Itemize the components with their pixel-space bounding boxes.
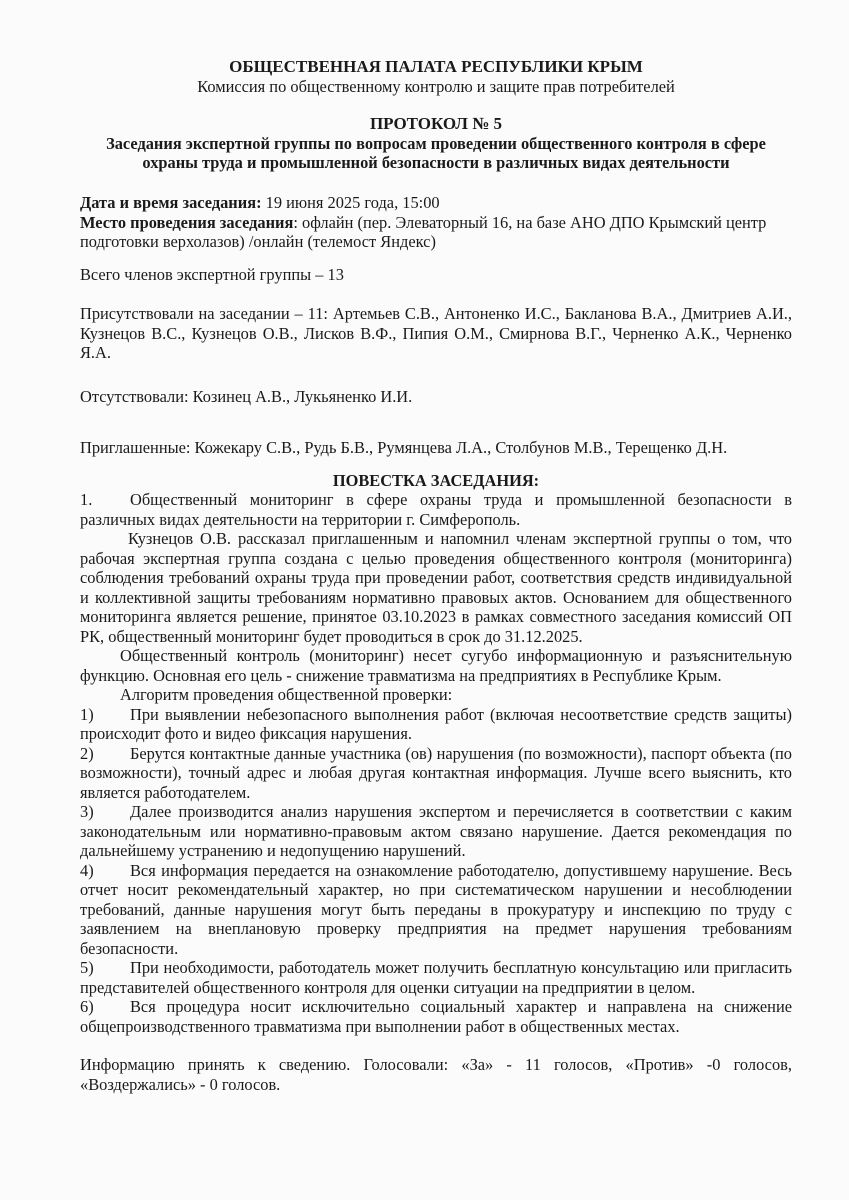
agenda-paragraph: Кузнецов О.В. рассказал приглашенным и напомнил членам экспертной группы о том, что рабочая экспертная группа создана с целью проведения общественного контроля (мониторинга) соблюдения требований охраны труда при проведении работ, соответствия средств индивидуальной и коллективной защиты требованиям нормативно правовых актов. Основанием для общественного мониторинга является решение, принятое 03.10.2023 в рамках совместного заседания комиссий ОП РК, общественный мониторинг будет проводиться в срок до 31.12.2025.: [80, 529, 792, 646]
total-members: Всего членов экспертной группы – 13: [80, 265, 344, 284]
protocol-heading: [80, 114, 792, 173]
algorithm-step: [80, 861, 792, 959]
algorithm-heading: Алгоритм проведения общественной проверки:: [120, 685, 453, 704]
step-number: 6): [80, 997, 94, 1016]
meeting-place: Место проведения заседания: офлайн (пер. Элеваторный 16, на базе АНО ДПО Крымский центр подготовки верхолазов) /онлайн (телемост Яндекс): [80, 212, 767, 251]
step-number: 1): [80, 704, 94, 724]
meeting-info: [80, 193, 792, 252]
step-number: 2): [80, 743, 94, 763]
step-number: 5): [80, 958, 94, 977]
step-text: Вся процедура носит исключительно социальный характер и направлена на снижение общепроизводственного травматизма при выполнении работ в общественных местах.: [80, 997, 792, 1036]
step-text: Берутся контактные данные участника (ов) нарушения (по возможности), паспорт объекта (по возможности), точный адрес и любая другая контактная информация. Лучше всего выяснить, кто является работодателем.: [80, 743, 792, 802]
commission-title: Комиссия по общественному контролю и защите прав потребителей: [197, 76, 675, 96]
absent-members: Отсутствовали: Козинец А.В., Лукьяненко И.И.: [80, 387, 413, 406]
agenda-body: [80, 490, 792, 1094]
agenda-item: 1. Общественный мониторинг в сфере охраны труда и промышленной безопасности в различных видах деятельности на территории г. Симферополь.: [80, 490, 792, 529]
algorithm-steps: [80, 705, 792, 1037]
present-members: Присутствовали на заседании – 11: Артемьев С.В., Антоненко И.С., Бакланова В.А., Дмитриев А.И., Кузнецов В.С., Кузнецов О.В., Лисков В.Ф., Пипия О.М., Смирнова В.Г., Черненко А.К., Черненко Я.А.: [80, 304, 792, 362]
algorithm-step: [80, 997, 792, 1036]
algorithm-step: [80, 802, 792, 861]
algorithm-step: [80, 958, 792, 997]
organization-title: ОБЩЕСТВЕННАЯ ПАЛАТА РЕСПУБЛИКИ КРЫМ: [229, 57, 643, 76]
agenda-paragraph: Общественный контроль (мониторинг) несет сугубо информационную и разъяснительную функцию. Основная его цель - снижение травматизма на предприятиях в Республике Крым.: [80, 646, 792, 685]
step-number: 4): [80, 860, 94, 880]
protocol-subject: Заседания экспертной группы по вопросам проведении общественного контроля в сфере охраны труда и промышленной безопасности в различных видах деятельности: [106, 133, 766, 172]
invited-members: Приглашенные: Кожекару С.В., Рудь Б.В., Румянцева Л.А., Столбунов М.В., Терещенко Д.Н.: [80, 438, 728, 457]
header: [80, 57, 792, 96]
step-text: Далее производится анализ нарушения экспертом и перечисляется в соответствии с каким законодательным или нормативно-правовым актом связано нарушение. Дается рекомендация по дальнейшему устранению и недопущению нарушений.: [80, 802, 792, 860]
step-text: Вся информация передается на ознакомление работодателю, допустившему нарушение. Весь отчет носит рекомендательный характер, но при систематическом нарушении и несоблюдении требований, данные нарушения могут быть переданы в прокуратуру и инспекцию по труду с заявлением на внеплановую проверку предприятия на предмет нарушения требованиям безопасности.: [80, 860, 792, 958]
step-text: При необходимости, работодатель может получить бесплатную консультацию или пригласить представителей общественного контроля для оценки ситуации на предприятии в целом.: [80, 958, 792, 997]
protocol-number: ПРОТОКОЛ № 5: [369, 114, 503, 133]
step-text: При выявлении небезопасного выполнения работ (включая несоответствие средств защиты) происходит фото и видео фиксация нарушения.: [80, 704, 792, 743]
step-number: 3): [80, 802, 94, 821]
agenda-heading: ПОВЕСТКА ЗАСЕДАНИЯ:: [332, 471, 540, 490]
algorithm-step: [80, 744, 792, 803]
algorithm-step: [80, 705, 792, 744]
meeting-date: Дата и время заседания: 19 июня 2025 года, 15:00: [80, 193, 440, 212]
decision-text: Информацию принять к сведению. Голосовали: «За» - 11 голосов, «Против» -0 голосов, «Воздержались» - 0 голосов.: [80, 1055, 792, 1094]
